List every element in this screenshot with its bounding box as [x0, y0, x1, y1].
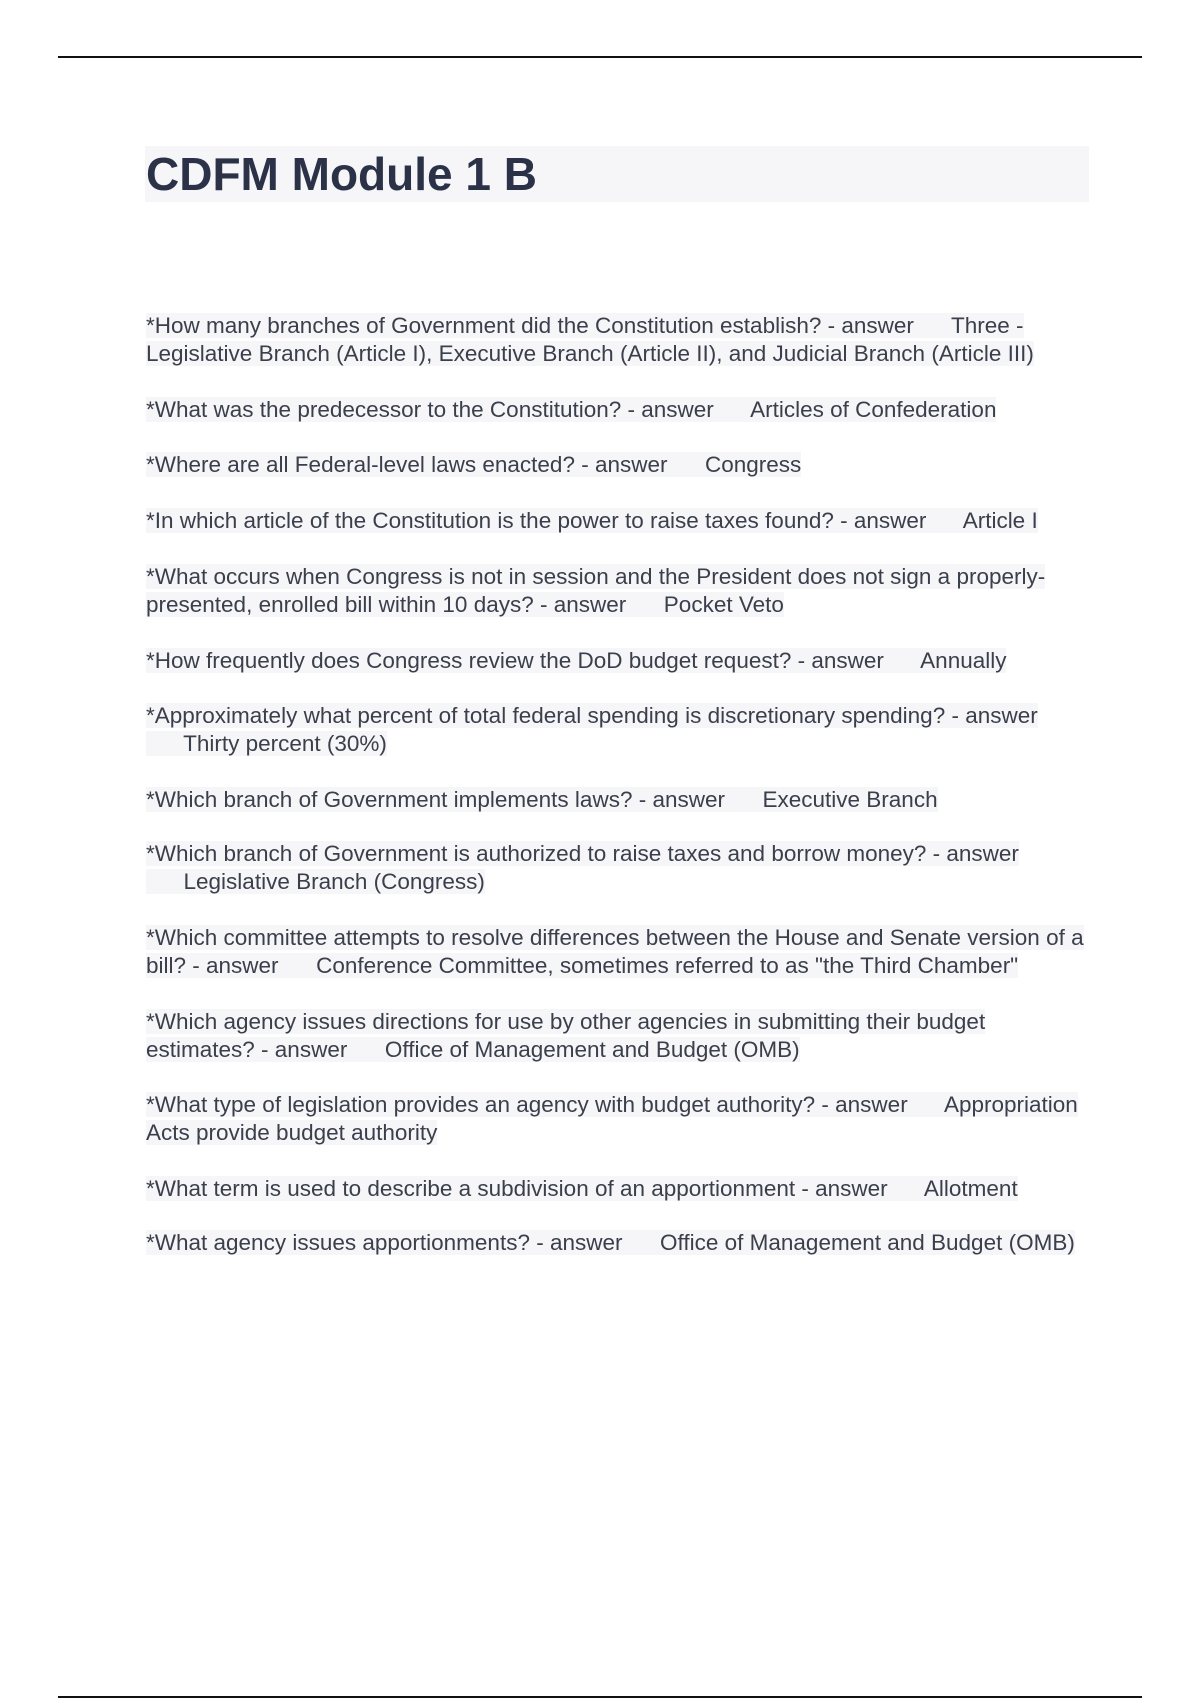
qa-item — [146, 647, 1090, 675]
answer-text: Annually — [920, 648, 1007, 673]
answer-text: Conference Committee, sometimes referred to as "the Third Chamber" — [316, 953, 1019, 978]
qa-item — [146, 840, 1090, 896]
qa-text — [146, 1009, 985, 1062]
qa-item — [146, 786, 1090, 814]
qa-text — [146, 703, 1038, 756]
qa-item — [146, 563, 1090, 619]
qa-text — [146, 1176, 1018, 1201]
qa-item — [146, 1091, 1090, 1147]
question-text: *What agency issues apportionments? - answer — [146, 1230, 623, 1255]
bottom-rule — [58, 1696, 1142, 1698]
qa-text — [146, 1092, 1078, 1145]
question-text: *Which branch of Government is authorized to raise taxes and borrow money? - answer — [146, 841, 1019, 866]
question-text: *What was the predecessor to the Constitution? - answer — [146, 397, 714, 422]
question-text: *In which article of the Constitution is the power to raise taxes found? - answer — [146, 508, 927, 533]
answer-text: Article I — [962, 508, 1038, 533]
question-text: *What type of legislation provides an agency with budget authority? - answer — [146, 1092, 908, 1117]
qa-text — [146, 841, 1019, 894]
qa-item — [146, 1229, 1090, 1257]
answer-text: Office of Management and Budget (OMB) — [660, 1230, 1075, 1255]
answer-text: Articles of Confederation — [750, 397, 997, 422]
qa-item — [146, 396, 1090, 424]
qa-text — [146, 397, 996, 422]
qa-text — [146, 564, 1045, 617]
answer-text: Legislative Branch (Congress) — [183, 869, 485, 894]
qa-text — [146, 452, 801, 477]
qa-item — [146, 507, 1090, 535]
question-text: *Where are all Federal-level laws enacted? - answer — [146, 452, 668, 477]
qa-text — [146, 648, 1006, 673]
qa-text — [146, 313, 1034, 366]
answer-text: Thirty percent (30%) — [183, 731, 387, 756]
qa-text — [146, 787, 938, 812]
qa-item — [146, 451, 1090, 479]
question-text: *How frequently does Congress review the DoD budget request? - answer — [146, 648, 884, 673]
answer-text: Pocket Veto — [663, 592, 784, 617]
answer-text: Congress — [705, 452, 802, 477]
answer-text: Three - Legislative Branch (Article I), Executive Branch (Article II), and Judicial Branch (Article III) — [146, 313, 1034, 366]
question-text: *What occurs when Congress is not in session and the President does not sign a properly-presented, enrolled bill within 10 days? - answer — [146, 564, 1046, 617]
answer-text: Executive Branch — [762, 787, 938, 812]
qa-item — [146, 312, 1090, 368]
answer-text: Allotment — [923, 1176, 1018, 1201]
question-text: *How many branches of Government did the Constitution establish? - answer — [146, 313, 914, 338]
qa-item — [146, 1175, 1090, 1203]
question-text: *Approximately what percent of total federal spending is discretionary spending? - answer — [146, 703, 1038, 728]
qa-item — [146, 924, 1090, 980]
page-title: CDFM Module 1 B — [146, 148, 537, 200]
qa-text — [146, 925, 1084, 978]
question-text: *Which committee attempts to resolve differences between the House and Senate version of a bill? - answer — [146, 925, 1084, 978]
qa-list — [146, 312, 1090, 1257]
question-text: *What term is used to describe a subdivision of an apportionment - answer — [146, 1176, 888, 1201]
answer-text: Appropriation Acts provide budget authority — [146, 1092, 1078, 1145]
top-rule — [58, 56, 1142, 58]
qa-text — [146, 508, 1038, 533]
qa-item — [146, 702, 1090, 758]
qa-text — [146, 1230, 1075, 1255]
qa-item — [146, 1008, 1090, 1064]
question-text: *Which agency issues directions for use by other agencies in submitting their budget estimates? - answer — [146, 1009, 986, 1062]
answer-text: Office of Management and Budget (OMB) — [384, 1037, 800, 1062]
question-text: *Which branch of Government implements laws? - answer — [146, 787, 725, 812]
